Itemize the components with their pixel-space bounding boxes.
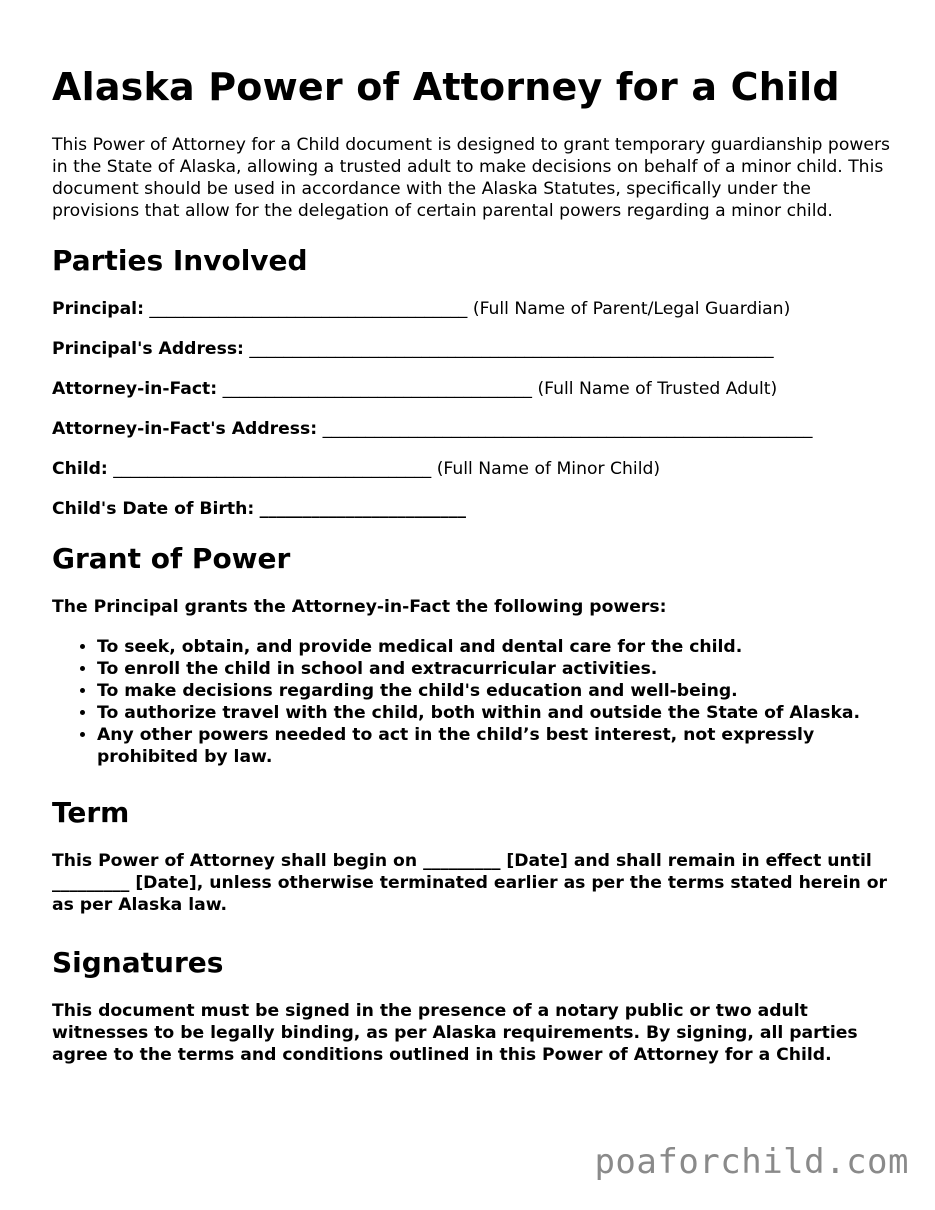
intro-paragraph: This Power of Attorney for a Child document is designed to grant temporary guardianship powers in the State of Alaska, allowing a trusted adult to make decisions on behalf of a minor child. This document should be used in accordance with the Alaska Statutes, specifically under the provisions that allow for the delegation of certain parental powers regarding a minor child. <box>52 135 890 221</box>
document-page <box>52 62 892 1084</box>
principal-address-field <box>52 338 892 360</box>
attorney-address-blank[interactable]: _________________________________________________________ <box>322 419 813 439</box>
list-item: • To enroll the child in school and extracurricular activities. <box>97 658 892 680</box>
child-dob-label: Child's Date of Birth: <box>52 499 255 519</box>
term-text: This Power of Attorney shall begin on _________ [Date] and shall remain in effect until _________ [Date], unless otherwise terminated earlier as per the terms stated herein or as per Alaska law. <box>52 851 887 915</box>
principal-address-blank[interactable]: _____________________________________________________________ <box>249 339 774 359</box>
term-heading: Term <box>52 796 130 829</box>
principal-blank[interactable]: _____________________________________ <box>149 299 468 319</box>
child-label: Child: <box>52 459 108 479</box>
list-item: • To make decisions regarding the child's education and well-being. <box>97 680 892 702</box>
grant-lead: The Principal grants the Attorney-in-Fact the following powers: <box>52 597 667 617</box>
signatures-text: This document must be signed in the presence of a notary public or two adult witnesses to be legally binding, as per Alaska requirements. By signing, all parties agree to the terms and conditions outlined in this Power of Attorney for a Child. <box>52 1001 858 1065</box>
list-item: • Any other powers needed to act in the child’s best interest, not expressly prohibited by law. <box>97 724 892 768</box>
parties-heading: Parties Involved <box>52 244 308 277</box>
child-dob-blank[interactable]: ________________________ <box>259 499 466 519</box>
watermark: poaforchild.com <box>594 1142 909 1182</box>
attorney-label: Attorney-in-Fact: <box>52 379 218 399</box>
child-blank[interactable]: _____________________________________ <box>113 459 432 479</box>
principal-field <box>52 298 892 320</box>
list-item: • To authorize travel with the child, both within and outside the State of Alaska. <box>97 702 892 724</box>
signatures-heading: Signatures <box>52 946 224 979</box>
attorney-blank[interactable]: ____________________________________ <box>222 379 532 399</box>
attorney-address-label: Attorney-in-Fact's Address: <box>52 419 318 439</box>
list-item: • To seek, obtain, and provide medical and dental care for the child. <box>97 636 892 658</box>
child-field <box>52 458 892 480</box>
attorney-field <box>52 378 892 400</box>
grant-heading: Grant of Power <box>52 542 291 575</box>
attorney-note: (Full Name of Trusted Adult) <box>537 379 778 399</box>
powers-list <box>52 636 892 768</box>
child-dob-field <box>52 498 892 520</box>
page-title: Alaska Power of Attorney for a Child <box>52 65 840 109</box>
principal-note: (Full Name of Parent/Legal Guardian) <box>472 299 791 319</box>
attorney-address-field <box>52 418 892 440</box>
principal-label: Principal: <box>52 299 144 319</box>
principal-address-label: Principal's Address: <box>52 339 244 359</box>
child-note: (Full Name of Minor Child) <box>436 459 661 479</box>
